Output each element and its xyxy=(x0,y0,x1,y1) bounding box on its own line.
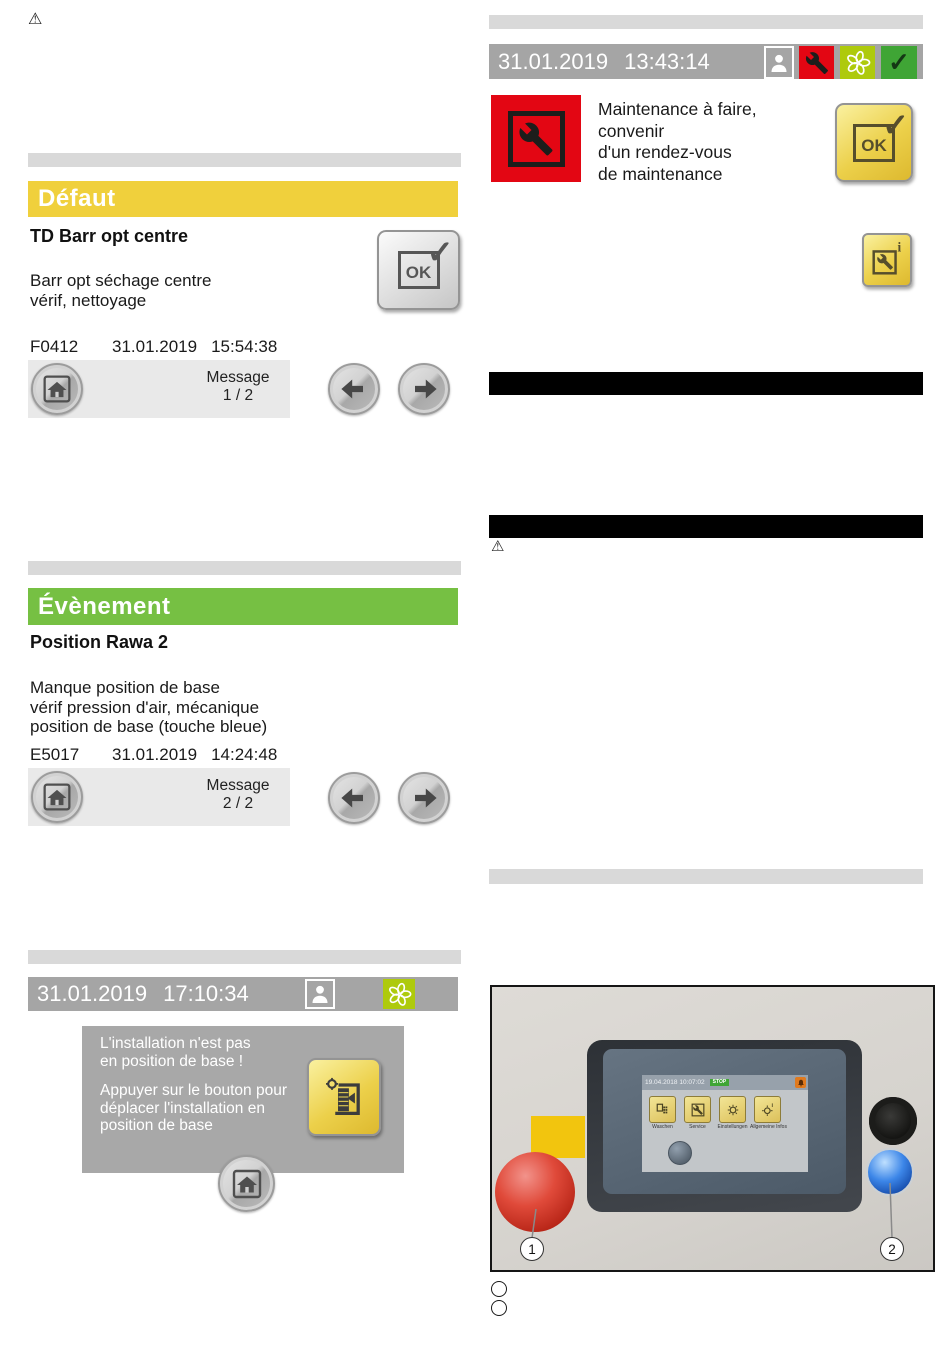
hmi-datetime: 19.04.2018 10:07:02 xyxy=(645,1079,705,1086)
event-home-button[interactable] xyxy=(31,771,83,823)
ok-check-icon xyxy=(398,234,454,289)
base-position-icon xyxy=(320,1073,368,1121)
check-status-icon: ✓ xyxy=(881,46,917,79)
warning-icon: ⚠ xyxy=(28,11,43,28)
fault-banner-label: Défaut xyxy=(38,185,116,212)
header-time: 13:43:14 xyxy=(624,48,710,74)
warning-icon: ⚠ xyxy=(491,538,505,555)
hmi-label-row: Waschen Service Einstellungen Allgemeine Infos xyxy=(652,1124,787,1130)
event-prev-button[interactable] xyxy=(328,772,380,824)
separator-bar xyxy=(28,950,461,964)
list-bullet xyxy=(491,1281,507,1297)
separator-bar xyxy=(489,15,923,29)
fault-code: F0412 xyxy=(30,337,79,356)
event-code: E5017 xyxy=(30,745,80,764)
svg-text:i: i xyxy=(897,240,902,255)
flower-icon xyxy=(383,979,415,1009)
fault-title: TD Barr opt centre xyxy=(30,226,189,246)
home-icon xyxy=(38,370,76,408)
event-message-count: Message 2 / 2 xyxy=(206,777,270,812)
arrow-right-icon xyxy=(406,371,442,407)
event-code-row xyxy=(30,745,277,765)
redacted-bar xyxy=(489,372,923,395)
event-date: 31.01.2019 xyxy=(112,745,198,764)
list-bullet xyxy=(491,1300,507,1316)
base-position-panel: L'installation n'est pas en position de base ! Appuyer sur le bouton pour déplacer l'installation en position de base xyxy=(82,1026,404,1173)
event-banner-label: Évènement xyxy=(38,592,171,620)
event-banner xyxy=(28,588,458,625)
user-icon xyxy=(305,979,335,1009)
fault-message-count: Message 1 / 2 xyxy=(206,369,270,404)
user-icon xyxy=(764,46,794,79)
maintenance-wrench-icon xyxy=(799,46,834,79)
fault-home-button[interactable] xyxy=(31,363,83,415)
callout-lines xyxy=(492,987,933,1270)
arrow-left-icon xyxy=(336,780,372,816)
fault-date: 31.01.2019 xyxy=(112,337,198,356)
fault-time: 15:54:38 xyxy=(211,337,278,356)
event-time: 14:24:48 xyxy=(211,745,278,764)
header-date: 31.01.2019 xyxy=(37,981,148,1006)
fault-body: Barr opt séchage centre vérif, nettoyage xyxy=(30,271,212,310)
event-next-button[interactable] xyxy=(398,772,450,824)
home-icon xyxy=(38,778,76,816)
move-to-base-button[interactable] xyxy=(307,1058,381,1136)
separator-bar xyxy=(489,869,923,884)
arrow-right-icon xyxy=(406,780,442,816)
separator-bar xyxy=(28,561,461,575)
event-title: Position Rawa 2 xyxy=(30,632,169,652)
arrow-left-icon xyxy=(336,371,372,407)
wrench-frame-icon xyxy=(508,111,565,167)
fault-next-button[interactable] xyxy=(398,363,450,415)
fault-prev-button[interactable] xyxy=(328,363,380,415)
ok-label: OK xyxy=(853,124,895,162)
header-time: 17:10:34 xyxy=(163,981,249,1006)
service-info-icon xyxy=(868,240,906,280)
separator-bar xyxy=(28,153,461,167)
base-position-home-button[interactable] xyxy=(218,1155,275,1212)
ok-check-icon xyxy=(853,106,909,162)
fault-ok-button[interactable] xyxy=(377,230,460,310)
fault-code-row xyxy=(30,337,277,357)
control-panel-photo xyxy=(490,985,935,1272)
header-date: 31.01.2019 xyxy=(498,48,609,74)
fault-banner xyxy=(28,181,458,217)
home-icon xyxy=(227,1164,267,1204)
maintenance-pictogram xyxy=(491,95,581,182)
callout-1: 1 xyxy=(520,1237,544,1261)
ok-label: OK xyxy=(398,251,440,289)
hmi-status-badge: STOP xyxy=(710,1079,730,1087)
service-info-button[interactable] xyxy=(862,233,912,287)
check-icon: ✓ xyxy=(882,106,909,143)
callout-2: 2 xyxy=(880,1237,904,1261)
redacted-bar xyxy=(489,515,923,538)
maintenance-ok-button[interactable] xyxy=(835,103,913,182)
check-icon: ✓ xyxy=(426,234,454,270)
maintenance-text: Maintenance à faire, convenir d'un rendez-vous de maintenance xyxy=(598,99,757,184)
flower-icon xyxy=(840,46,875,79)
svg-text:i: i xyxy=(771,1102,773,1109)
event-body: Manque position de base vérif pression d'air, mécanique position de base (touche bleue) xyxy=(30,678,268,736)
